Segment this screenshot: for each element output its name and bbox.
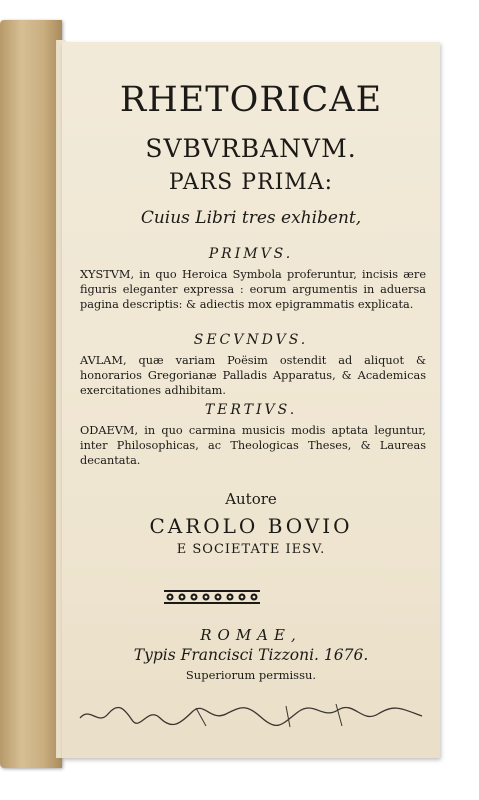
printer-ornament-icon [162,587,262,607]
imprint-place: ROMAE, [200,626,302,644]
section-heading-secundus: SECVNDVS. [193,332,309,348]
title-line-2: SVBVRBANVM. [145,134,357,163]
section-heading-primus: PRIMVS. [208,246,294,262]
author-name: CAROLO BOVIO [149,514,353,538]
subtitle: Cuius Libri tres exhibent, [140,208,362,228]
society-line: E SOCIETATE IESV. [176,542,326,557]
section-text-primus: XYSTVM, in quo Heroica Symbola proferuntur, incisis ære figuris eleganter expressa : eorum argumentis in aduersa pagina descriptis: & adiectis mox epigrammatis explicata. [80,268,426,311]
imprint-printer: Typis Francisci Tizzoni. 1676. [133,646,369,664]
title-line-3: PARS PRIMA: [168,170,334,195]
section-text-secundus: AVLAM, quæ variam Poësim ostendit ad aliquot & honorarios Gregorianæ Palladis Apparatus, & Academicas exercitationes adhibitam. [80,354,426,397]
author-label: Autore [225,490,277,508]
title-line-1: RHETORICAE [119,80,383,120]
imprint-permission: Superiorum permissu. [185,668,317,682]
book-cover [0,20,62,768]
title-page [62,42,440,758]
handwritten-inscription [76,700,426,730]
section-heading-tertius: TERTIVS. [204,402,298,418]
section-text-tertius: ODAEVM, in quo carmina musicis modis aptata leguntur, inter Philosophicas, ac Theologicas Theses, & Laureas decantata. [80,424,426,467]
